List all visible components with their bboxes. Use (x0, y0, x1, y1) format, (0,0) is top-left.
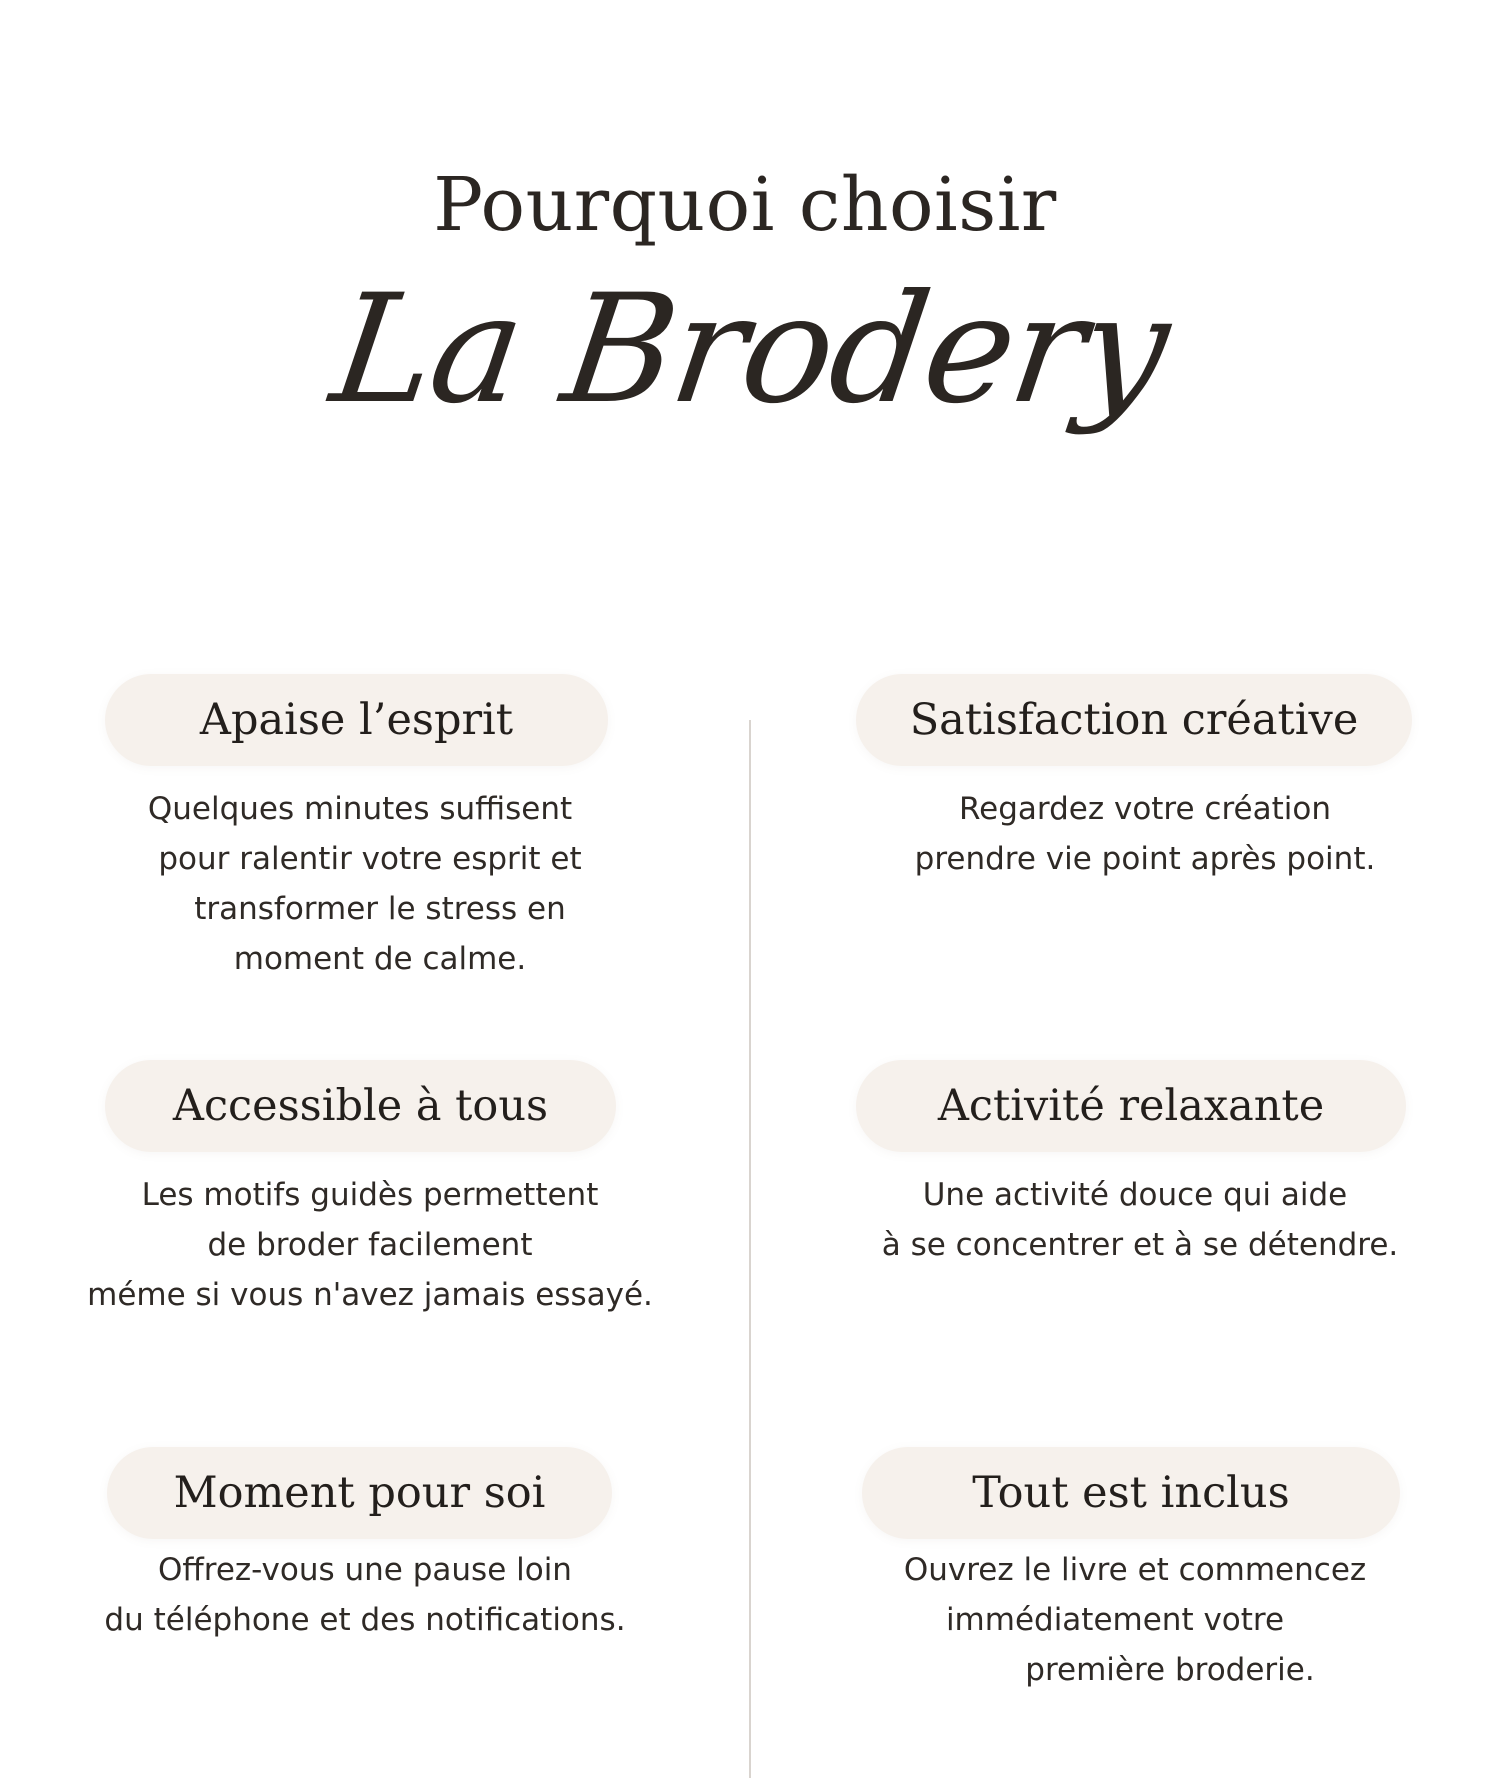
page-title: Pourquoi choisir (433, 162, 1057, 248)
column-divider (749, 720, 751, 1778)
feature-title: Moment pour soi (173, 1468, 546, 1518)
feature-title: Satisfaction créative (909, 695, 1359, 745)
feature-title: Apaise l’esprit (199, 695, 514, 745)
description-line: pour ralentir votre esprit et (158, 841, 582, 877)
feature-title: Activité relaxante (937, 1081, 1325, 1131)
feature-description (850, 1170, 1450, 1270)
feature-description (95, 1545, 655, 1645)
description-line: prendre vie point après point. (914, 841, 1376, 877)
description-line: de broder facilement (207, 1227, 533, 1263)
description-line: Offrez-vous une pause loin (158, 1552, 572, 1588)
brand-logo-text: La Brodery (322, 263, 1178, 437)
description-line: transformer le stress en (194, 891, 566, 927)
feature-description (850, 784, 1450, 884)
feature-description (80, 1170, 670, 1320)
description-line: Les motifs guidès permettent (141, 1177, 599, 1213)
feature-pill-apaise (105, 674, 608, 766)
feature-pill-satisfaction (856, 674, 1412, 766)
description-line: à se concentrer et à se détendre. (881, 1227, 1399, 1263)
description-line: moment de calme. (233, 941, 527, 977)
feature-pill-inclus (862, 1447, 1400, 1539)
feature-description (95, 784, 655, 984)
feature-title: Tout est inclus (972, 1468, 1290, 1518)
description-line: méme si vous n'avez jamais essayé. (87, 1277, 653, 1313)
feature-pill-moment (107, 1447, 612, 1539)
description-line: du téléphone et des notifications. (104, 1602, 626, 1638)
feature-title: Accessible à tous (172, 1081, 549, 1131)
feature-description (850, 1545, 1450, 1695)
description-line: immédiatement votre (945, 1602, 1285, 1638)
description-line: Une activité douce qui aide (922, 1177, 1348, 1213)
description-line: Ouvrez le livre et commencez (903, 1552, 1367, 1588)
feature-pill-activite (856, 1060, 1406, 1152)
feature-pill-accessible (105, 1060, 616, 1152)
description-line: Regardez votre création (959, 791, 1331, 827)
description-line: première broderie. (1025, 1652, 1315, 1688)
description-line: Quelques minutes suffisent (147, 791, 573, 827)
